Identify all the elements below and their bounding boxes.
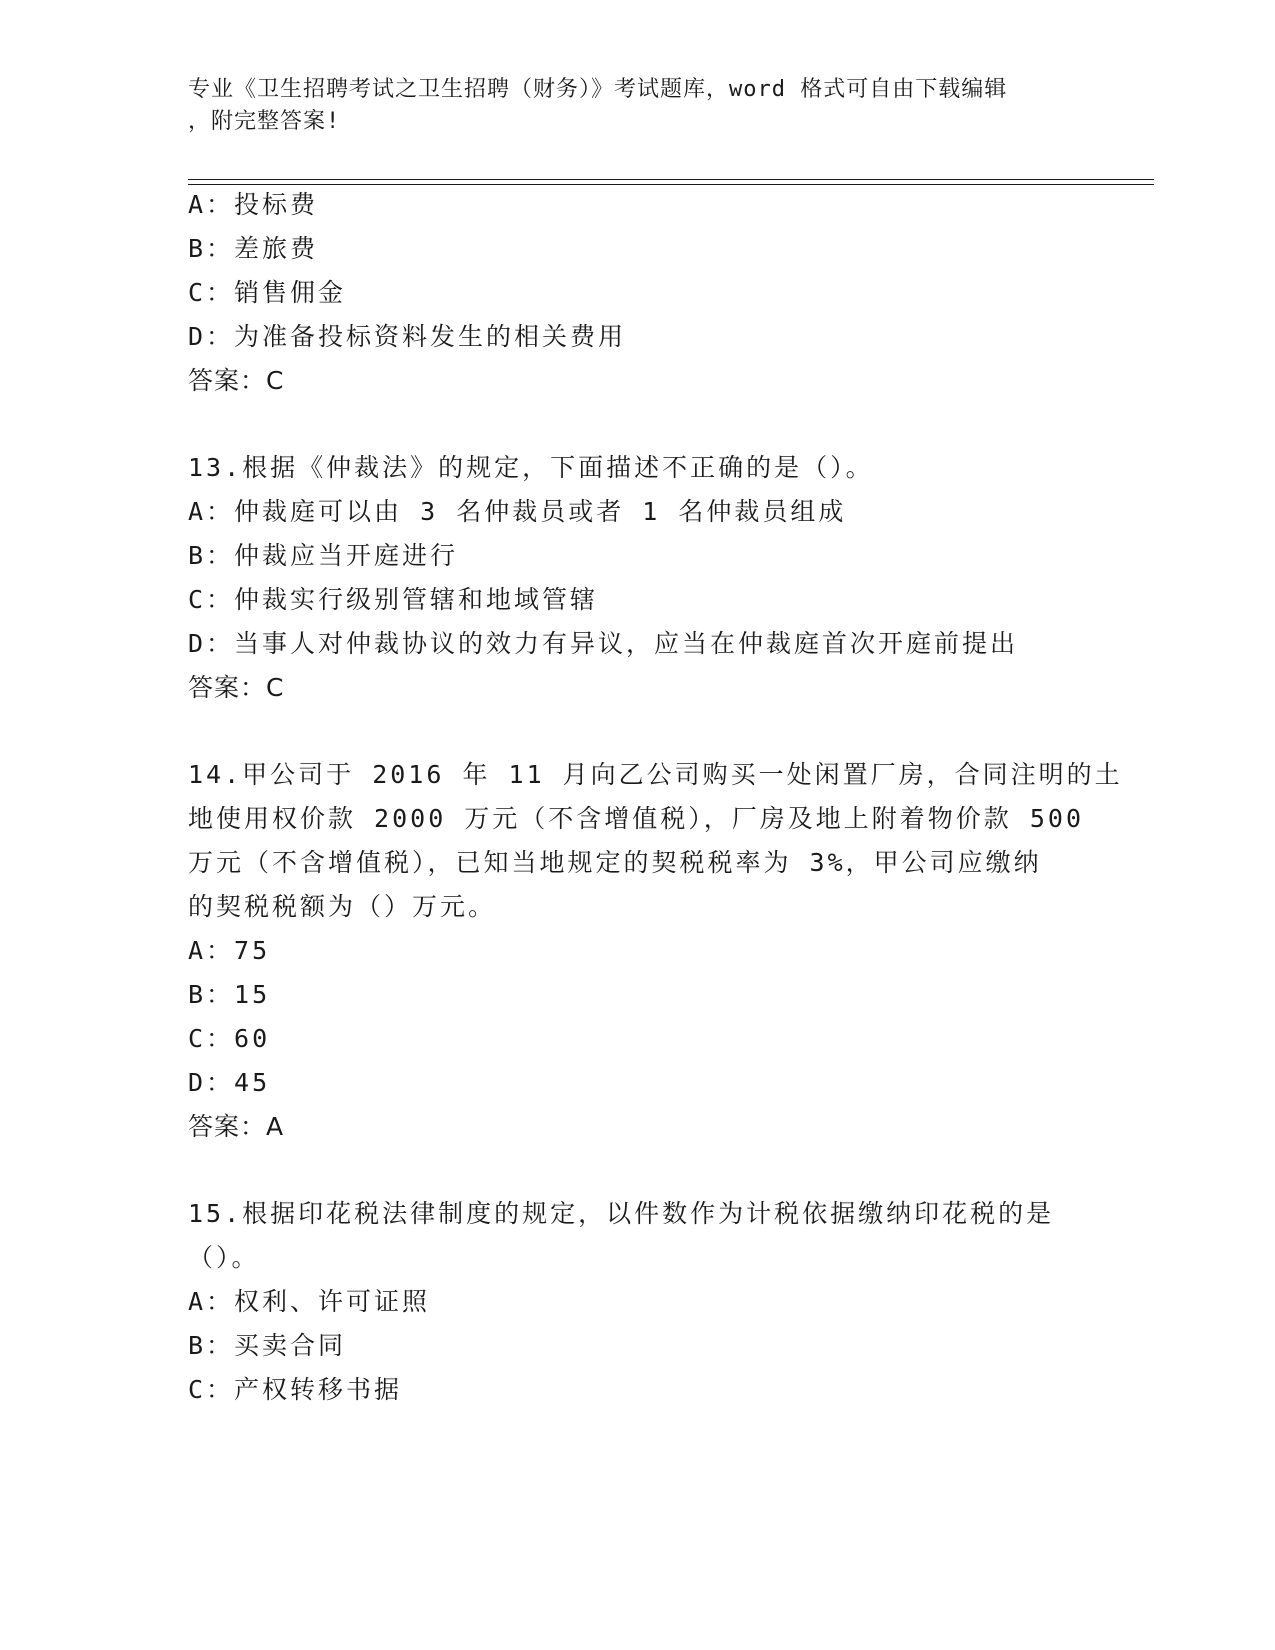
q15-option-c: C：产权转移书据	[188, 1375, 403, 1404]
q12-option-d: D：为准备投标资料发生的相关费用	[188, 322, 627, 351]
q13-option-a: A：仲裁庭可以由 3 名仲裁员或者 1 名仲裁员组成	[188, 497, 847, 526]
q14-question-line-2: 地使用权价款 2000 万元（不含增值税），厂房及地上附着物价款 500	[188, 804, 1085, 833]
q12-answer: 答案：C	[188, 366, 285, 395]
q13-option-d: D：当事人对仲裁协议的效力有异议，应当在仲裁庭首次开庭前提出	[188, 629, 1019, 658]
q14-question-line-4: 的契税税额为（）万元。	[188, 892, 497, 921]
q14-option-d: D：45	[188, 1068, 271, 1097]
q15-question-line-1: 15.根据印花税法律制度的规定，以件数作为计税依据缴纳印花税的是	[188, 1199, 1055, 1228]
q14-question-line-1: 14.甲公司于 2016 年 11 月向乙公司购买一处闲置厂房，合同注明的土	[188, 760, 1123, 789]
q12-option-c: C：销售佣金	[188, 278, 347, 307]
header-divider-top	[188, 179, 1154, 180]
header-line-2: ，附完整答案!	[188, 109, 341, 134]
q12-option-b: B：差旅费	[188, 234, 319, 263]
q13-question: 13.根据《仲裁法》的规定，下面描述不正确的是（）。	[188, 453, 874, 482]
q15-question-line-2: （）。	[188, 1243, 260, 1272]
q15-option-b: B：买卖合同	[188, 1331, 347, 1360]
q13-answer: 答案：C	[188, 673, 285, 702]
q14-option-b: B：15	[188, 980, 271, 1009]
q13-option-b: B：仲裁应当开庭进行	[188, 541, 459, 570]
document-header	[188, 74, 1068, 138]
q14-answer: 答案：A	[188, 1112, 285, 1141]
q14-question-line-3: 万元（不含增值税），已知当地规定的契税税率为 3%，甲公司应缴纳	[188, 848, 1042, 877]
q12-option-a: A：投标费	[188, 190, 319, 219]
header-divider-bottom	[188, 184, 1154, 185]
q14-option-c: C：60	[188, 1024, 271, 1053]
header-line-1: 专业《卫生招聘考试之卫生招聘（财务）》考试题库，word 格式可自由下载编辑	[188, 77, 1008, 102]
q13-option-c: C：仲裁实行级别管辖和地域管辖	[188, 585, 599, 614]
q14-option-a: A：75	[188, 936, 271, 965]
q15-option-a: A：权利、许可证照	[188, 1287, 431, 1316]
